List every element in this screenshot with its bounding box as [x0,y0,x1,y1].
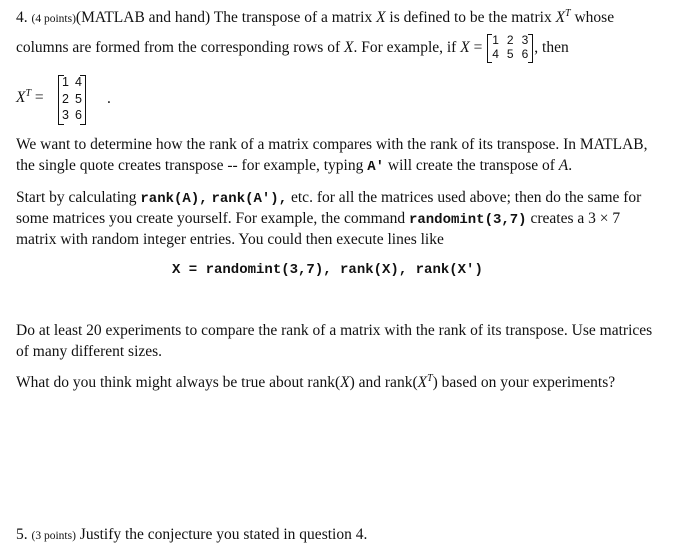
matrix-x-cell: 3 [521,33,529,48]
var-xt: X [555,9,566,26]
q5-points: (3 points) [31,530,76,542]
q4-text: , then [534,39,569,56]
var-a: A [558,157,569,174]
matrix-xt-cell: 4 [74,75,82,89]
matrix-x-cell: 1 [492,33,499,48]
matrix-xt-cell: 5 [74,91,82,106]
para4-line-1: Do at least 20 experiments to compare the rank of a matrix with the rank of its transpose. Use matrices [16,322,653,339]
matrix-x-cell: 6 [521,47,529,62]
para5-text: What do you think might always be true about rank( [16,374,341,391]
para3-text: creates a 3 × 7 [526,210,621,227]
xt-period: . [107,90,111,107]
para5-text: ) based on your experiments? [432,374,616,391]
matrix-xt-cell: 6 [74,108,82,122]
var-xt: X [16,89,26,106]
para3-text: etc. for all the matrices used above; then do the same for [287,189,642,206]
para2-text: . [568,157,573,174]
equals-sign: = [31,89,44,106]
para3-text: some matrices you create yourself. For example, the command [16,210,409,227]
para3-line-3: matrix with random integer entries. You could then execute lines like [16,231,444,248]
q4-text: whose [570,9,615,26]
matrix-xt-cell: 2 [62,91,69,106]
var-xt: X [417,374,428,391]
para3-line-1 [16,188,641,209]
q4-number: 4. [16,9,28,26]
para2-line-1: We want to determine how the rank of a matrix compares with the rank of its transpose. In MATLAB, [16,136,648,153]
para5-line [16,373,615,393]
matrix-x-cell: 4 [492,47,499,62]
para3-text: Start by calculating [16,189,141,206]
equals-sign: = [469,39,487,56]
code-example: X = randomint(3,7), rank(X), rank(X') [172,262,483,278]
matrix-xt [59,74,85,124]
q4-line-1 [16,8,614,29]
q4-points: (4 points) [31,13,76,25]
para4-line-2: of many different sizes. [16,343,163,360]
superscript-t: T [25,88,32,99]
q4-line-2 [16,33,569,63]
xt-label [16,89,44,107]
para2-text: will create the transpose of [384,157,559,174]
code-inline: A' [367,159,385,175]
var-x: X [344,39,354,56]
matrix-xt-cell: 1 [62,75,69,89]
var-x: X [376,9,386,26]
matrix-x-cell: 2 [506,33,514,48]
para2-text: the single quote creates transpose -- for example, typing [16,157,368,174]
q4-text: . For example, if [353,39,461,56]
para2-line-2 [16,156,572,177]
var-x: X [340,374,350,391]
code-inline: rank(A'), [211,191,288,207]
code-inline: rank(A), [140,191,208,207]
var-x: X [460,39,470,56]
matrix-x [488,33,532,63]
para5-text: ) and rank( [349,374,418,391]
code-inline: randomint(3,7) [408,212,527,228]
q5-text: Justify the conjecture you stated in question 4. [75,526,368,543]
matrix-x-cell: 5 [506,47,514,62]
q5-line [16,525,367,546]
superscript-t: T [427,373,433,384]
para3-line-2 [16,209,620,230]
q4-text: is defined to be the matrix [385,9,556,26]
q4-text: (MATLAB and hand) The transpose of a matrix [75,9,377,26]
q4-text: columns are formed from the corresponding rows of [16,39,344,56]
matrix-xt-cell: 3 [62,108,69,122]
superscript-t: T [565,8,571,19]
q5-number: 5. [16,526,28,543]
